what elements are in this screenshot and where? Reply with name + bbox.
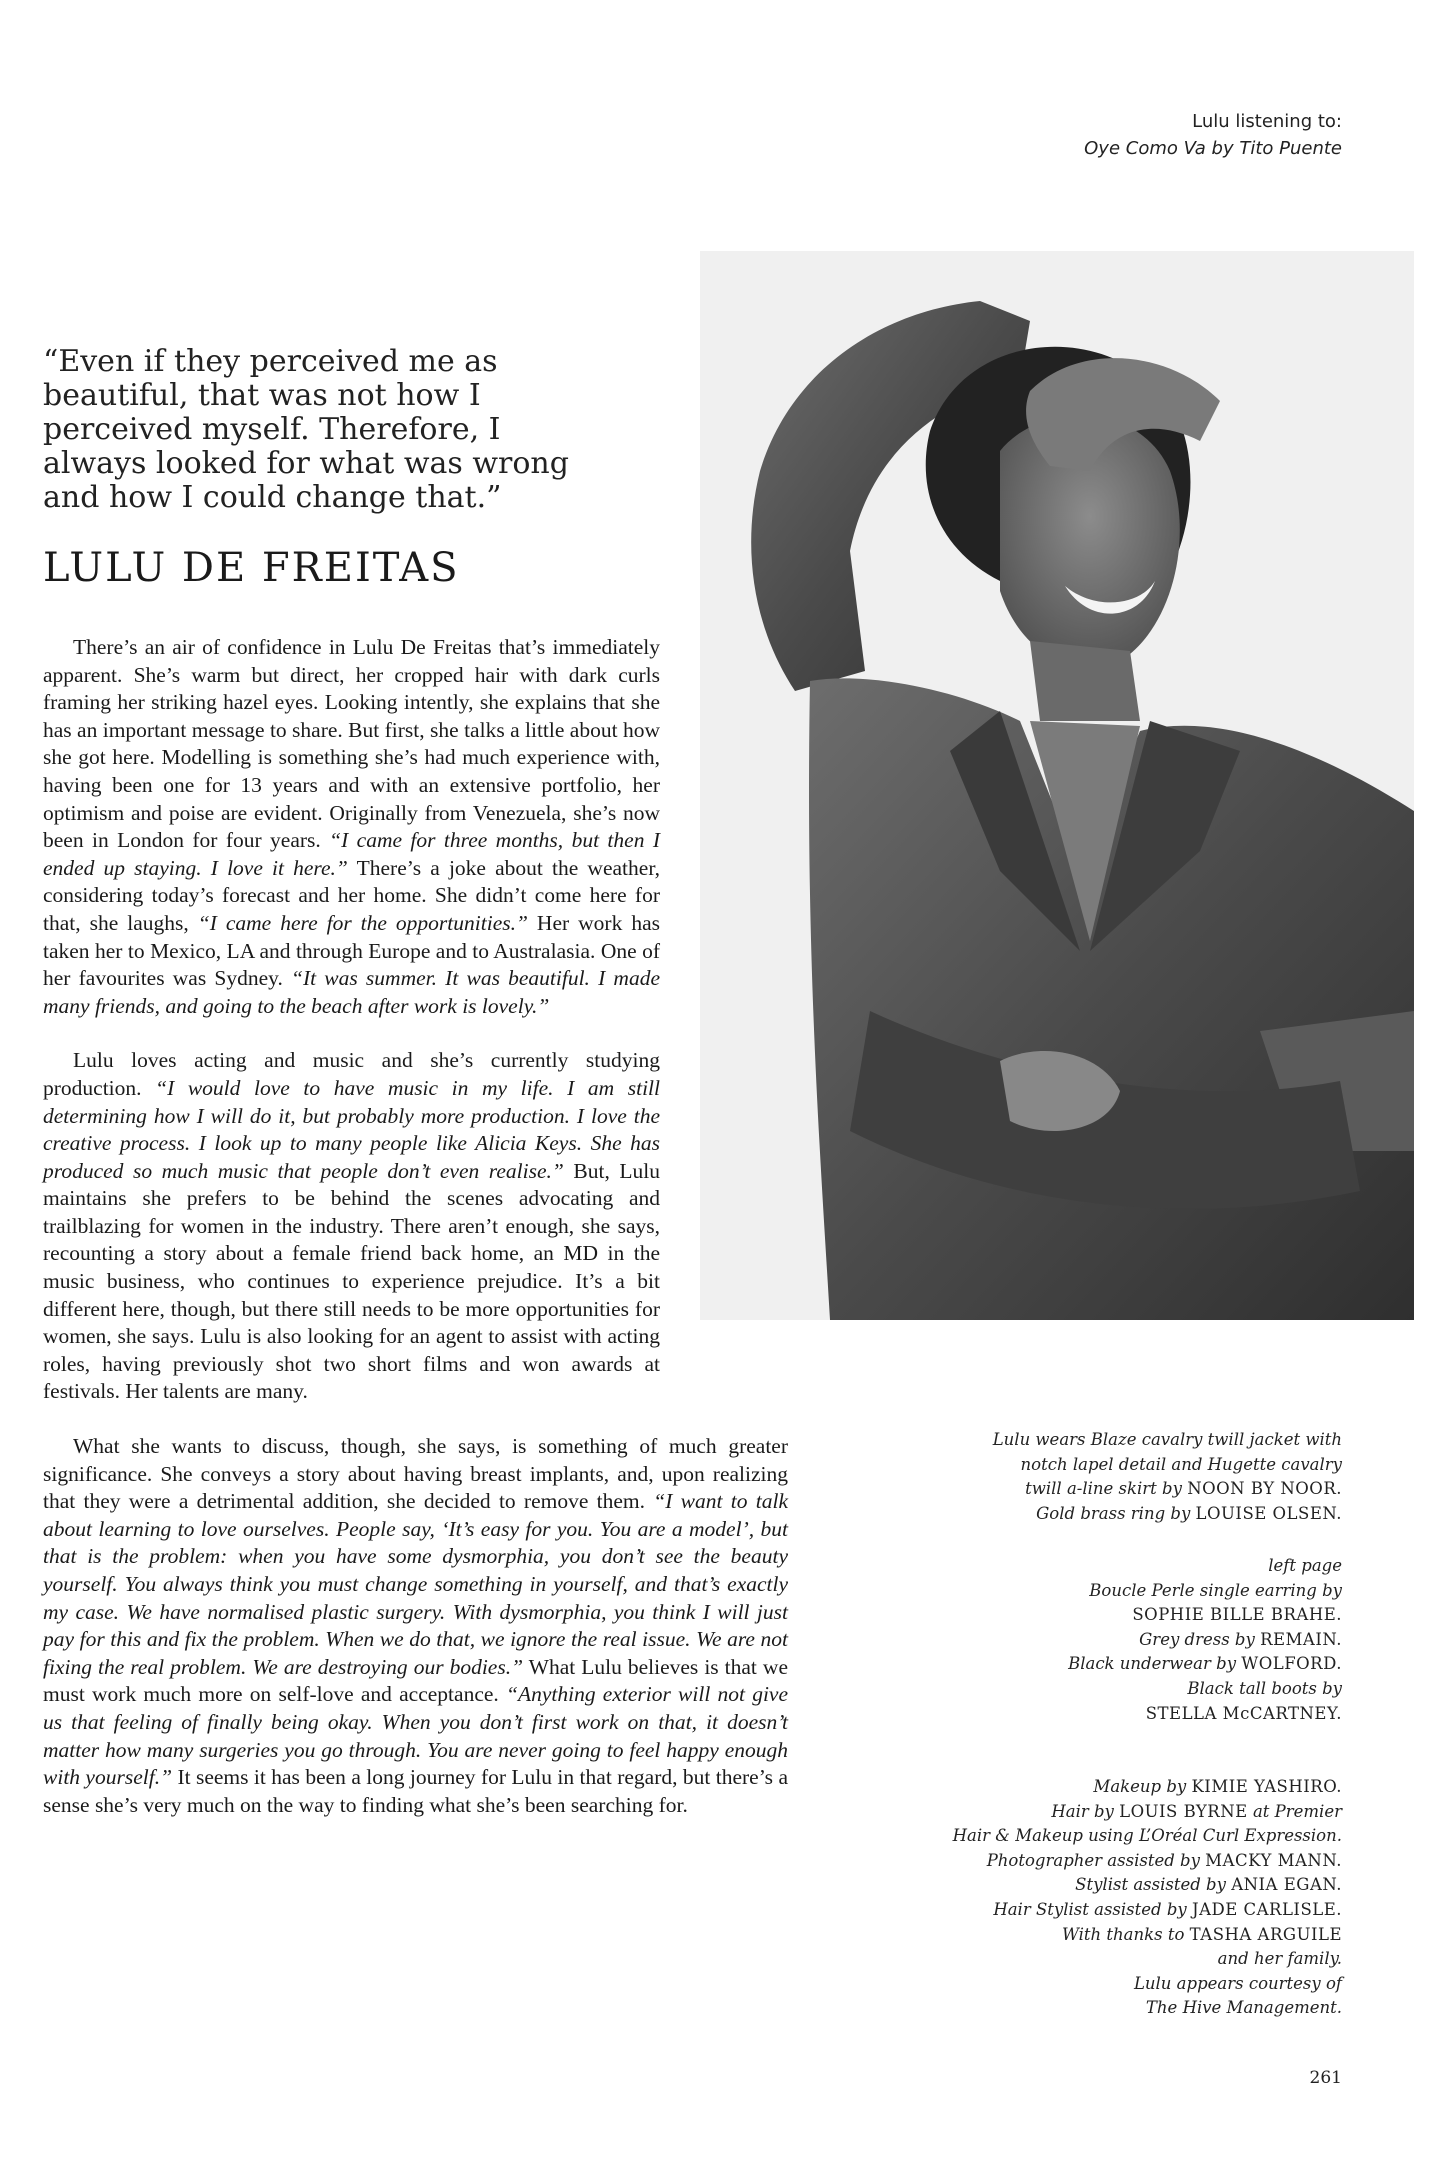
caption-line — [902, 1702, 1342, 1727]
caption-run: KIMIE YASHIRO. — [1191, 1777, 1342, 1796]
caption-run: Hair & Makeup using L’Oréal Curl Expression. — [952, 1826, 1342, 1846]
text-run: What she wants to discuss, though, she says, is something of much greater significance. She conveys a story about having breast implants, and, upon realizing that they were a detrimental addition, she decided to remove them. — [43, 1434, 788, 1514]
caption-line — [902, 1800, 1342, 1825]
caption-run: MACKY MANN. — [1205, 1850, 1342, 1870]
caption-run: and her family. — [1217, 1949, 1342, 1969]
text-run: There’s a joke about the weather, considering today’s forecast and her home. She didn’t come here for that, she laughs, — [43, 855, 660, 935]
caption-line — [902, 1453, 1342, 1478]
credits-caption — [902, 1775, 1342, 2021]
pull-quote: “Even if they perceived me as beautiful, that was not how I perceived myself. Therefore, I always looked for what was wrong and how I could change that.” — [43, 344, 569, 515]
caption-run: Gold brass ring by — [1036, 1503, 1196, 1523]
article-body — [43, 634, 788, 1846]
caption-run: Photographer assisted by — [986, 1850, 1206, 1870]
caption-line — [902, 1849, 1342, 1874]
portrait-photo — [700, 251, 1414, 1320]
caption-line — [902, 1824, 1342, 1849]
caption-run: LOUISE OLSEN. — [1195, 1503, 1342, 1523]
caption-line — [902, 1972, 1342, 1997]
caption-run: ANIA EGAN. — [1231, 1875, 1342, 1895]
caption-line — [902, 1603, 1342, 1628]
caption-run: left page — [1268, 1556, 1342, 1575]
caption-line — [902, 1947, 1342, 1972]
page-number: 261 — [1309, 2068, 1342, 2088]
caption-line — [902, 1923, 1342, 1948]
caption-run: With thanks to — [1061, 1924, 1190, 1944]
caption-run: WOLFORD. — [1241, 1654, 1342, 1674]
body-paragraph-3 — [43, 1433, 788, 1819]
left-page-caption — [902, 1554, 1342, 1726]
caption-run: Lulu wears Blaze cavalry twill jacket with — [992, 1430, 1342, 1449]
caption-run: TASHA ARGUILE — [1189, 1924, 1342, 1944]
caption-run: Makeup by — [1093, 1777, 1192, 1796]
text-run: “I came here for the opportunities.” — [197, 910, 528, 935]
text-run: “I want to talk about learning to love ourselves. People say, ‘It’s easy for you. You are a model’, but that is the problem: when you have some dysmorphia, you don’t see the beauty yourself. You always think you must change something in yourself, and that’s exactly my case. We have normalised plastic surgery. With dysmorphia, you think I will just pay for this and fix the problem. When we do that, we ignore the real issue. We are not fixing the real problem. We are destroying our bodies.” — [43, 1489, 788, 1679]
wardrobe-caption — [902, 1428, 1342, 1526]
text-run: It seems it has been a long journey for Lulu in that regard, but there’s a sense she’s very much on the way to finding what she’s been searching for. — [43, 1765, 788, 1817]
body-paragraph-1 — [43, 634, 660, 1020]
caption-line — [902, 1579, 1342, 1604]
now-playing-note — [1084, 108, 1342, 162]
caption-line — [902, 1873, 1342, 1898]
caption-line — [902, 1652, 1342, 1677]
caption-run: Black underwear by — [1068, 1654, 1242, 1674]
caption-line — [902, 1775, 1342, 1800]
caption-line — [902, 1996, 1342, 2021]
caption-run: Lulu appears courtesy of — [1133, 1973, 1342, 1993]
caption-run: notch lapel detail and Hugette cavalry — [1020, 1454, 1342, 1474]
caption-run: The Hive Management. — [1145, 1998, 1342, 2018]
caption-run: NOON BY NOOR. — [1187, 1479, 1342, 1499]
text-run: “I came for three months, but then I ended up staying. I love it here.” — [43, 828, 660, 880]
caption-line — [902, 1898, 1342, 1923]
caption-run: at Premier — [1247, 1801, 1342, 1821]
caption-run: Black tall boots by — [1187, 1678, 1342, 1698]
text-run: Her work has taken her to Mexico, LA and through Europe and to Australasia. One of her favourites was Sydney. — [43, 910, 660, 991]
caption-run: STELLA McCARTNEY. — [1145, 1703, 1342, 1723]
text-run: “Anything exterior will not give us that feeling of finally being okay. When you don’t first work on that, it doesn’t matter how many surgeries you go through. You are never going to feel happy enough with yourself.” — [43, 1682, 788, 1790]
text-run: Lulu loves acting and music and she’s currently studying production. — [43, 1048, 660, 1100]
text-run: “I would love to have music in my life. I am still determining how I will do it, but probably more production. I love the creative process. I look up to many people like Alicia Keys. She has produced so much music that people don’t even realise.” — [43, 1075, 660, 1183]
caption-run: LOUIS BYRNE — [1119, 1801, 1248, 1821]
caption-line — [902, 1554, 1342, 1579]
listening-label: Lulu listening to: — [1192, 111, 1342, 132]
text-run: But, Lulu maintains she prefers to be behind the scenes advocating and trailblazing for women in the industry. There aren’t enough, she says, recounting a story about a female friend back home, an MD in the music business, who continues to experience prejudice. It’s a bit different here, though, but there still needs to be more opportunities for women, she says. Lulu is also looking for an agent to assist with acting roles, having previously shot two short films and won awards at festivals. Her talents are many. — [43, 1158, 661, 1404]
caption-run: REMAIN. — [1260, 1629, 1342, 1649]
text-run: What Lulu believes is that we must work much more on self-love and acceptance. — [43, 1654, 788, 1707]
listening-song: Oye Como Va by Tito Puente — [1084, 138, 1342, 159]
caption-run: twill a-line skirt by — [1025, 1479, 1188, 1499]
body-paragraph-2 — [43, 1047, 660, 1406]
caption-line — [902, 1428, 1342, 1453]
caption-run: Hair Stylist assisted by — [993, 1899, 1192, 1919]
text-run: There’s an air of confidence in Lulu De Freitas that’s immediately apparent. She’s warm but direct, her cropped hair with dark curls framing her striking hazel eyes. Looking intently, she explains that she has an important message to share. But first, she talks a little about how she got here. Modelling is something she’s had much experience with, having been one for 13 years and with an extensive portfolio, her optimism and poise are evident. Originally from Venezuela, she’s now been in London for four years. — [43, 635, 660, 853]
caption-run: SOPHIE BILLE BRAHE. — [1132, 1605, 1342, 1625]
caption-line — [902, 1477, 1342, 1502]
article-headline: LULU DE FREITAS — [43, 545, 460, 591]
caption-line — [902, 1677, 1342, 1702]
text-run: “It was summer. It was beautiful. I made many friends, and going to the beach after work is lovely.” — [43, 966, 660, 1018]
caption-run: JADE CARLISLE. — [1191, 1899, 1342, 1919]
caption-line — [902, 1502, 1342, 1527]
caption-run: Grey dress by — [1139, 1629, 1261, 1649]
caption-line — [902, 1628, 1342, 1653]
caption-run: Stylist assisted by — [1075, 1875, 1232, 1895]
caption-run: Hair by — [1051, 1801, 1120, 1821]
caption-run: Boucle Perle single earring by — [1089, 1580, 1342, 1600]
